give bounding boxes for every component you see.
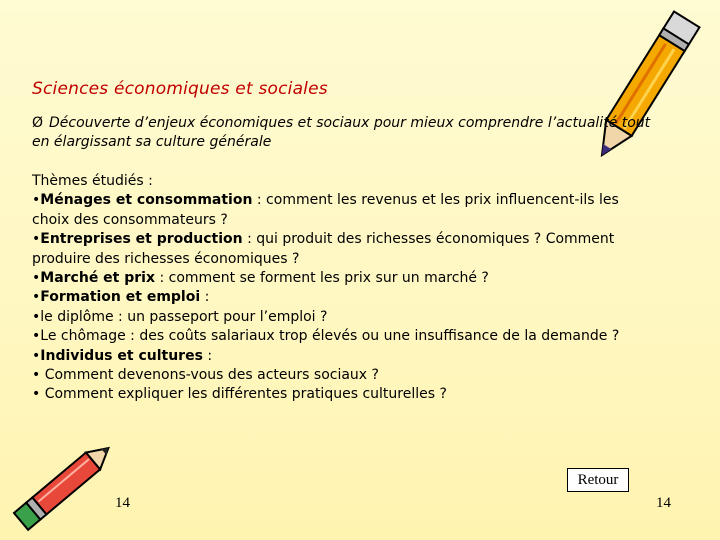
item-keyword: Marché et prix — [40, 270, 155, 287]
list-item — [32, 191, 652, 230]
item-text: Comment devenons-vous des acteurs sociaux ? — [44, 367, 379, 384]
list-item — [32, 366, 652, 385]
themes-list — [32, 172, 652, 405]
bullet: • — [32, 367, 45, 384]
item-text: Le chômage : des coûts salariaux trop élevés ou une insuffisance de la demande ? — [40, 328, 620, 345]
intro-text: Découverte d’enjeux économiques et sociaux pour mieux comprendre l’actualité tout en élargissant sa culture générale — [32, 115, 651, 150]
slide-title: Sciences économiques et sociales — [32, 79, 328, 99]
bullet: • — [32, 328, 41, 345]
item-text: Comment expliquer les différentes pratiques culturelles ? — [44, 386, 447, 403]
bullet: • — [32, 270, 41, 287]
bullet: • — [32, 347, 41, 364]
item-keyword: Entreprises et production — [40, 231, 243, 248]
bullet: • — [32, 386, 45, 403]
item-keyword: Individus et cultures — [40, 347, 203, 364]
item-keyword: Ménages et consommation — [40, 192, 253, 209]
item-text: : qui produit des richesses économiques ? Comment produire des richesses économiques ? — [32, 231, 615, 267]
bullet: • — [32, 289, 41, 306]
list-item — [32, 288, 652, 307]
intro-paragraph — [32, 114, 652, 152]
arrow-bullet-icon: Ø — [32, 115, 44, 131]
pencil-icon — [570, 0, 720, 180]
list-item — [32, 327, 652, 346]
bullet: • — [32, 192, 41, 209]
bullet: • — [32, 231, 41, 248]
themes-heading: Thèmes étudiés : — [32, 173, 153, 189]
page-number-right: 14 — [656, 495, 671, 511]
list-item — [32, 269, 652, 288]
list-item — [32, 308, 652, 327]
item-text: : comment se forment les prix sur un marché ? — [155, 270, 489, 287]
list-item — [32, 230, 652, 269]
item-text: le diplôme : un passeport pour l’emploi ? — [40, 308, 328, 325]
pencil-icon — [0, 430, 130, 540]
list-item — [32, 347, 652, 366]
item-keyword: Formation et emploi — [40, 289, 201, 306]
item-text: : comment les revenus et les prix influencent-ils les choix des consommateurs ? — [32, 192, 619, 228]
retour-button[interactable]: Retour — [567, 468, 629, 492]
page-number-left: 14 — [115, 495, 130, 511]
list-item — [32, 385, 652, 404]
item-text: : — [202, 347, 213, 364]
bullet: • — [32, 308, 41, 325]
item-text: : — [200, 289, 210, 306]
